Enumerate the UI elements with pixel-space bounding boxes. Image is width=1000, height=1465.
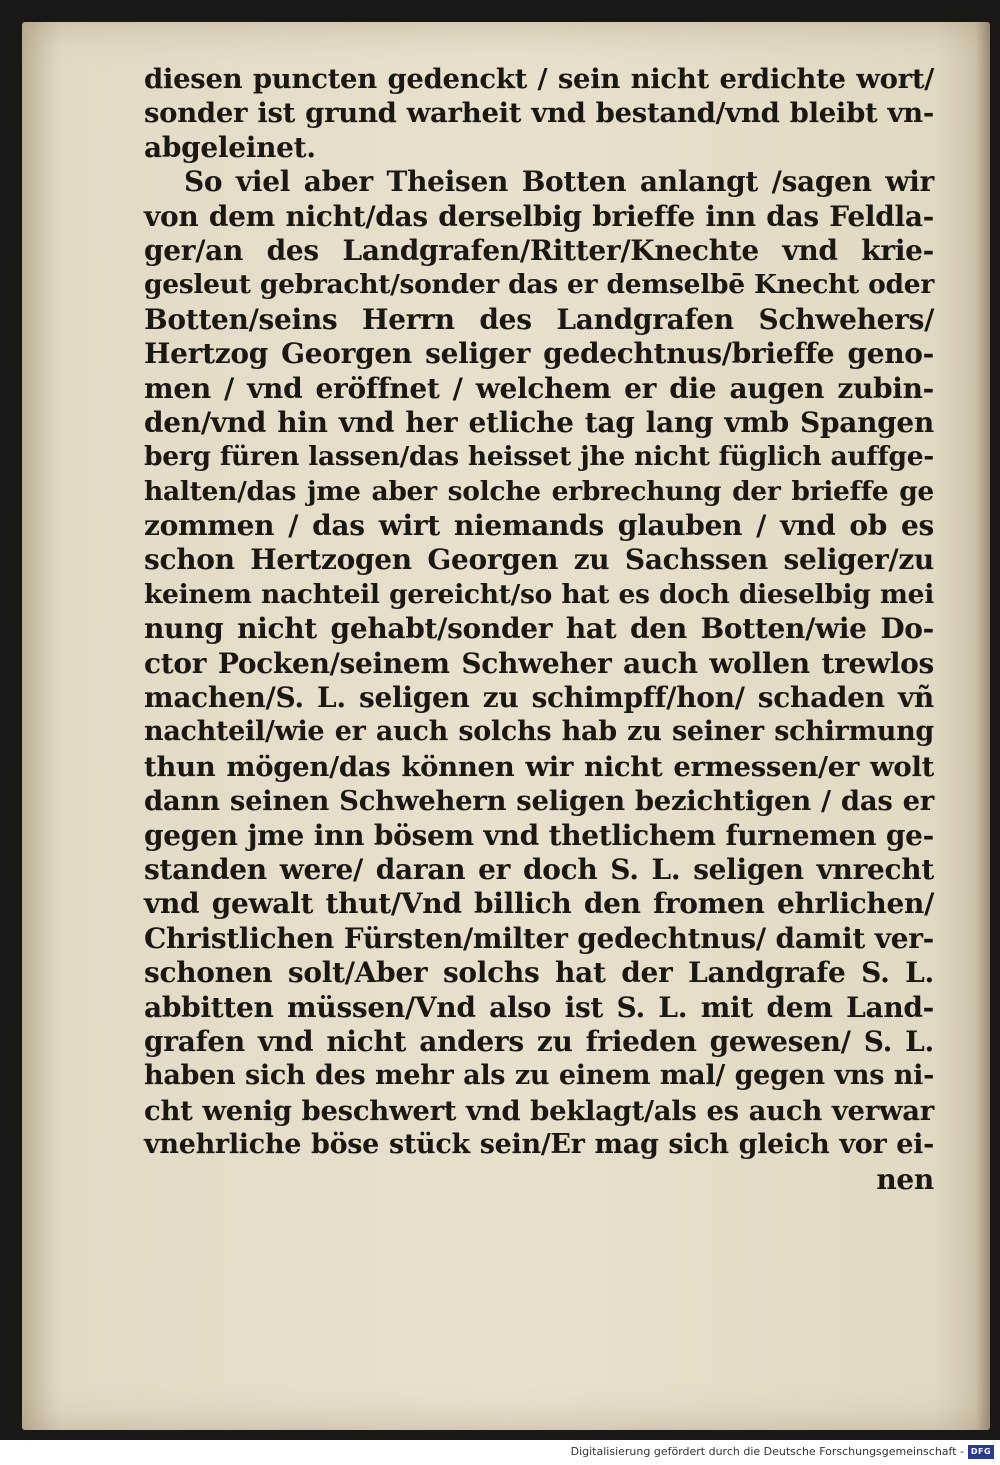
text-line: zommen / das wirt niemands glauben / vnd ob es bbox=[144, 509, 934, 543]
text-line: von dem nicht/das derselbig brieffe inn das Feldla- bbox=[144, 199, 934, 233]
footer-bar bbox=[0, 1440, 1000, 1465]
dfg-logo: DFG bbox=[968, 1445, 994, 1459]
text-line: vnehrliche böse stück sein/Er mag sich gleich vor ei- bbox=[144, 1129, 934, 1161]
text-line: diesen puncten gedenckt / sein nicht erdichte wort/ bbox=[144, 63, 934, 95]
text-line: dann seinen Schwehern seligen bezichtigen / das er bbox=[144, 785, 934, 818]
page-text bbox=[144, 62, 934, 1197]
page-edge-shadow bbox=[976, 22, 990, 1430]
text-line: Hertzog Georgen seliger gedechtnus/brieffe geno- bbox=[144, 337, 934, 371]
text-line: berg füren lassen/das heisset jhe nicht füglich auffge- bbox=[144, 441, 934, 473]
text-line: men / vnd eröffnet / welchem er die augen zubin- bbox=[144, 371, 934, 405]
text-line: ctor Pocken/seinem Schweher auch wollen trewlos bbox=[144, 646, 934, 680]
text-line: haben sich des mehr als zu einem mal/ gegen vns ni- bbox=[144, 1060, 934, 1092]
catchword: nen bbox=[876, 1162, 934, 1196]
text-line: grafen vnd nicht anders zu frieden gewesen/ S. L. bbox=[144, 1024, 934, 1058]
text-line: abgeleinet. bbox=[144, 130, 316, 164]
text-line: So viel aber Theisen Botten anlangt /sagen wir bbox=[184, 165, 934, 199]
text-line: nachteil/wie er auch solchs hab zu seiner schirmung bbox=[144, 716, 934, 748]
text-line: standen were/ daran er doch S. L. seligen vnrecht bbox=[144, 852, 934, 886]
text-line: sonder ist grund warheit vnd bestand/vnd bleibt vn- bbox=[144, 97, 934, 130]
text-line: schon Hertzogen Georgen zu Sachssen seliger/zu bbox=[144, 543, 934, 577]
funding-credit: Digitalisierung gefördert durch die Deutsche Forschungsgemeinschaft - bbox=[570, 1445, 964, 1458]
text-line: cht wenig beschwert vnd beklagt/als es auch verwar bbox=[144, 1094, 934, 1127]
text-line: gesleut gebracht/sonder das er demselbē Knecht oder bbox=[144, 269, 934, 301]
text-line: den/vnd hin vnd her etliche tag lang vmb Spangen bbox=[144, 405, 934, 439]
text-line: nung nicht gehabt/sonder hat den Botten/wie Do- bbox=[144, 612, 934, 646]
text-line: thun mögen/das können wir nicht ermessen/er wolt bbox=[144, 750, 934, 783]
text-line: machen/S. L. seligen zu schimpff/hon/ schaden vñ bbox=[144, 681, 934, 715]
text-line: schonen solt/Aber solchs hat der Landgrafe S. L. bbox=[144, 956, 934, 990]
text-line: ger/an des Landgrafen/Ritter/Knechte vnd krie- bbox=[144, 233, 934, 267]
text-line: Christlichen Fürsten/milter gedechtnus/ damit ver- bbox=[144, 921, 934, 955]
text-line: abbitten müssen/Vnd also ist S. L. mit dem Land- bbox=[144, 990, 934, 1024]
text-line: keinem nachteil gereicht/so hat es doch dieselbig mei bbox=[144, 578, 934, 610]
text-line: Botten/seins Herrn des Landgrafen Schwehers/ bbox=[144, 302, 934, 336]
text-line: halten/das jme aber solche erbrechung der brieffe ge bbox=[144, 475, 934, 507]
text-line: vnd gewalt thut/Vnd billich den fromen ehrlichen/ bbox=[144, 887, 934, 921]
text-line: gegen jme inn bösem vnd thetlichem furnemen ge- bbox=[144, 818, 934, 852]
